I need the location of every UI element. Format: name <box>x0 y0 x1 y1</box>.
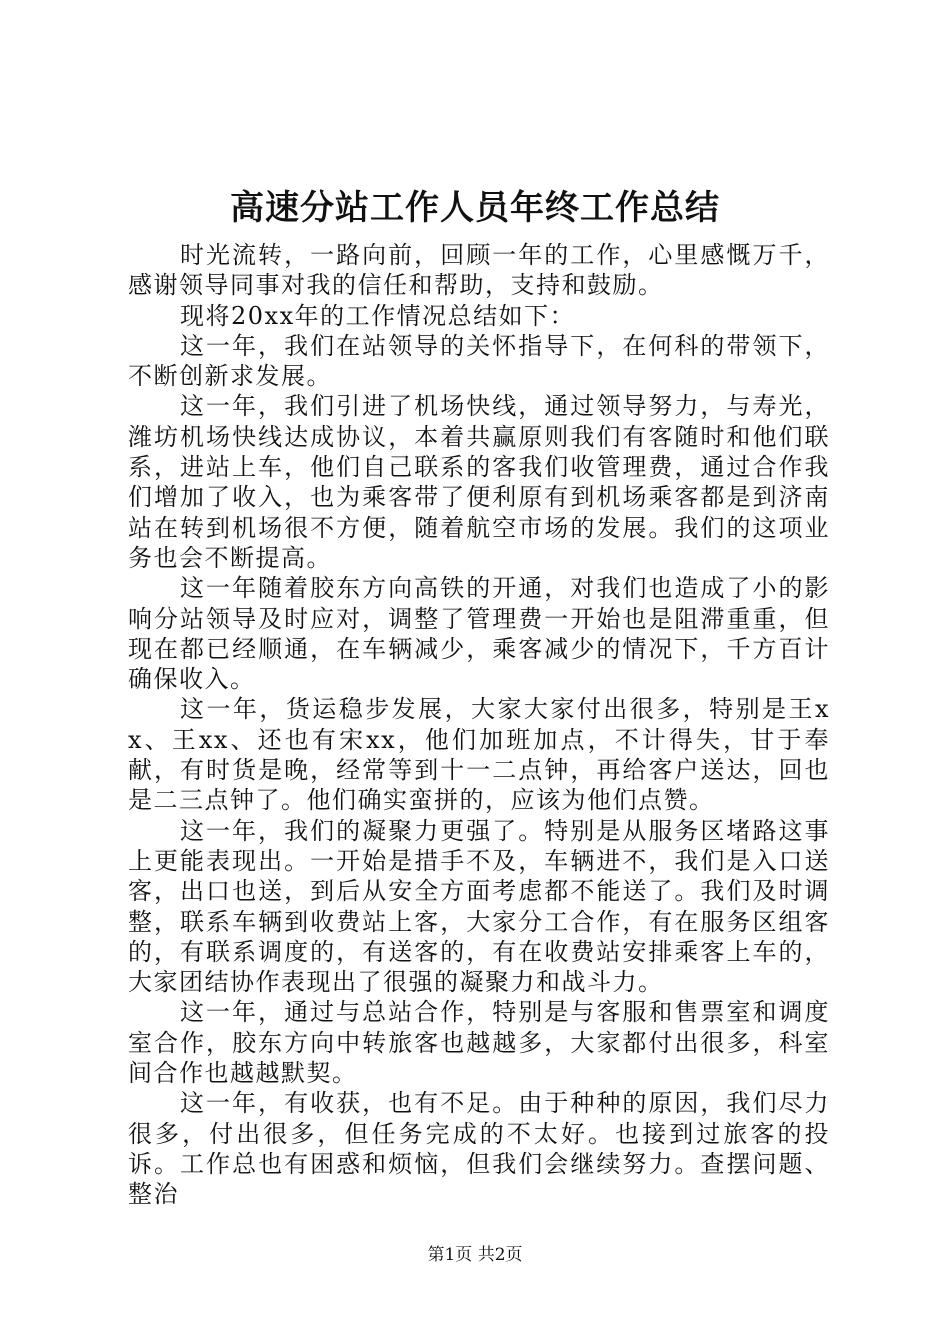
paragraph-airport-express: 这一年，我们引进了机场快线，通过领导努力，与寿光，潍坊机场快线达成协议，本着共赢原则我们有客随时和他们联系，进站上车，他们自己联系的客我们收管理费，通过合作我们增加了收入，也为乘客带了便利原有到机场乘客都是到济南站在转到机场很不方便，随着航空市场的发展。我们的这项业务也会不断提高。 <box>128 392 830 572</box>
paragraph-shortcomings: 这一年，有收获，也有不足。由于种种的原因，我们尽力很多，付出很多，但任务完成的不太好。也接到过旅客的投诉。工作总也有困惑和烦恼，但我们会继续努力。查摆问题、整治 <box>128 1089 830 1209</box>
document-body <box>128 240 830 1210</box>
paragraph-summary-lead: 现将20xx年的工作情况总结如下： <box>180 301 576 330</box>
paragraph-freight: 这一年，货运稳步发展，大家大家付出很多，特别是王xx、王xx、还也有宋xx，他们加班加点，不计得失，甘于奉献，有时货是晚，经常等到十一二点钟，再给客户送达，回也是二三点钟了。他们确实蛮拼的，应该为他们点赞。 <box>128 695 830 815</box>
document-title: 高速分站工作人员年终工作总结 <box>230 188 720 228</box>
paragraph-intro: 时光流转，一路向前，回顾一年的工作，心里感慨万千，感谢领导同事对我的信任和帮助，支持和鼓励。 <box>128 241 830 300</box>
paragraph-high-speed-rail: 这一年随着胶东方向高铁的开通，对我们也造成了小的影响分站领导及时应对，调整了管理费一开始也是阻滞重重，但现在都已经顺通，在车辆减少，乘客减少的情况下，千方百计确保收入。 <box>128 574 830 694</box>
paragraph-innovation: 这一年，我们在站领导的关怀指导下，在何科的带领下，不断创新求发展。 <box>128 331 830 391</box>
paragraph-cooperation: 这一年，通过与总站合作，特别是与客服和售票室和调度室合作，胶东方向中转旅客也越越多，大家都付出很多，科室间合作也越越默契。 <box>128 998 830 1088</box>
page-footer: 第1页 共2页 <box>427 1245 523 1265</box>
paragraph-cohesion: 这一年，我们的凝聚力更强了。特别是从服务区堵路这事上更能表现出。一开始是措手不及，车辆进不，我们是入口送客，出口也送，到后从安全方面考虑都不能送了。我们及时调整，联系车辆到收费站上客，大家分工合作，有在服务区组客的，有联系调度的，有送客的，有在收费站安排乘客上车的，大家团结协作表现出了很强的凝聚力和战斗力。 <box>128 816 830 997</box>
